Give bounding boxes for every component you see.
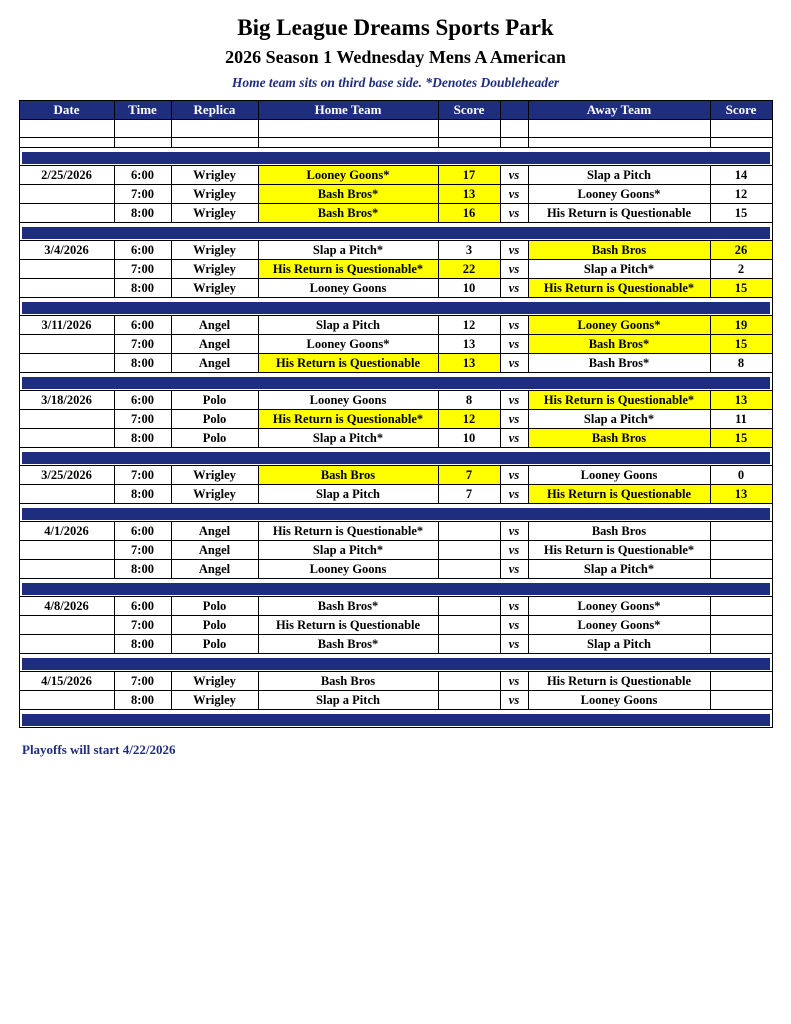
page-note: Home team sits on third base side. *Denotes Doubleheader: [231, 75, 560, 90]
away-team-cell: His Return is Questionable*: [528, 541, 710, 560]
vs-cell: vs: [500, 597, 528, 616]
separator-cell: [19, 654, 772, 672]
home-score-cell: 22: [438, 260, 500, 279]
vs-cell: vs: [500, 672, 528, 691]
time-cell: 6:00: [114, 391, 171, 410]
date-cell: [19, 541, 114, 560]
away-score-cell: 14: [710, 166, 772, 185]
time-cell: 8:00: [114, 560, 171, 579]
game-row: [19, 410, 772, 429]
separator-cell: [19, 504, 772, 522]
home-team-cell: Looney Goons*: [258, 166, 438, 185]
vs-cell: vs: [500, 241, 528, 260]
separator-cell: [19, 223, 772, 241]
game-row: [19, 672, 772, 691]
replica-cell: Polo: [171, 391, 258, 410]
home-team-cell: His Return is Questionable*: [258, 522, 438, 541]
home-team-cell: Slap a Pitch*: [258, 541, 438, 560]
separator-bar: [22, 583, 770, 595]
separator-row: [19, 579, 772, 597]
away-team-cell: Bash Bros: [528, 522, 710, 541]
blank-cell: [438, 138, 500, 148]
date-cell: [19, 616, 114, 635]
blank-cell: [500, 120, 528, 138]
time-cell: 8:00: [114, 354, 171, 373]
away-score-cell: [710, 560, 772, 579]
date-cell: [19, 354, 114, 373]
vs-cell: vs: [500, 616, 528, 635]
away-team-cell: His Return is Questionable: [528, 485, 710, 504]
away-score-cell: 2: [710, 260, 772, 279]
away-team-cell: Looney Goons*: [528, 185, 710, 204]
date-cell: [19, 260, 114, 279]
game-row: [19, 204, 772, 223]
home-team-cell: His Return is Questionable*: [258, 410, 438, 429]
away-team-cell: Looney Goons*: [528, 616, 710, 635]
home-score-cell: [438, 616, 500, 635]
blank-cell: [500, 138, 528, 148]
away-score-cell: [710, 616, 772, 635]
vs-cell: vs: [500, 335, 528, 354]
vs-column-header: [500, 101, 528, 120]
blank-cell: [528, 120, 710, 138]
replica-cell: Polo: [171, 616, 258, 635]
time-cell: 7:00: [114, 410, 171, 429]
replica-cell: Angel: [171, 560, 258, 579]
vs-cell: vs: [500, 541, 528, 560]
game-row: [19, 616, 772, 635]
game-row: [19, 635, 772, 654]
home-score-cell: 16: [438, 204, 500, 223]
date-cell: 3/4/2026: [19, 241, 114, 260]
playoffs-note: Playoffs will start 4/22/2026: [22, 742, 176, 757]
time-cell: 6:00: [114, 522, 171, 541]
home-score-cell: 8: [438, 391, 500, 410]
time-cell: 7:00: [114, 541, 171, 560]
game-row: [19, 279, 772, 298]
blank-cell: [171, 138, 258, 148]
home-team-cell: Looney Goons: [258, 279, 438, 298]
away-score-cell: [710, 635, 772, 654]
separator-row: [19, 298, 772, 316]
replica-cell: Angel: [171, 541, 258, 560]
schedule-body: [19, 120, 772, 728]
replica-cell: Angel: [171, 335, 258, 354]
separator-row: [19, 373, 772, 391]
home-team-cell: Slap a Pitch: [258, 316, 438, 335]
home-score-cell: [438, 522, 500, 541]
away-team-cell: Slap a Pitch*: [528, 560, 710, 579]
time-cell: 6:00: [114, 241, 171, 260]
home-score-cell: 7: [438, 466, 500, 485]
date-cell: 2/25/2026: [19, 166, 114, 185]
away-team-column-header: Away Team: [528, 101, 710, 120]
home-score-cell: [438, 672, 500, 691]
away-score-cell: [710, 522, 772, 541]
separator-bar: [22, 227, 770, 239]
vs-cell: vs: [500, 429, 528, 448]
time-cell: 6:00: [114, 597, 171, 616]
separator-cell: [19, 579, 772, 597]
replica-cell: Wrigley: [171, 485, 258, 504]
away-team-cell: Bash Bros*: [528, 335, 710, 354]
page-subtitle: 2026 Season 1 Wednesday Mens A American: [225, 47, 566, 67]
vs-cell: vs: [500, 279, 528, 298]
blank-cell: [258, 120, 438, 138]
replica-cell: Angel: [171, 522, 258, 541]
date-cell: [19, 485, 114, 504]
game-row: [19, 466, 772, 485]
date-cell: 3/25/2026: [19, 466, 114, 485]
home-team-cell: Bash Bros*: [258, 597, 438, 616]
home-score-cell: [438, 691, 500, 710]
date-cell: [19, 410, 114, 429]
date-cell: [19, 635, 114, 654]
away-score-cell: 15: [710, 335, 772, 354]
time-cell: 6:00: [114, 166, 171, 185]
time-cell: 8:00: [114, 635, 171, 654]
away-score-cell: 15: [710, 429, 772, 448]
away-team-cell: Slap a Pitch: [528, 166, 710, 185]
separator-bar: [22, 658, 770, 670]
game-row: [19, 166, 772, 185]
blank-cell: [710, 120, 772, 138]
away-score-cell: 12: [710, 185, 772, 204]
home-team-cell: Bash Bros: [258, 466, 438, 485]
date-cell: [19, 204, 114, 223]
home-score-cell: [438, 560, 500, 579]
game-row: [19, 541, 772, 560]
replica-cell: Wrigley: [171, 185, 258, 204]
separator-cell: [19, 710, 772, 728]
game-row: [19, 354, 772, 373]
game-row: [19, 316, 772, 335]
away-team-cell: His Return is Questionable: [528, 672, 710, 691]
date-cell: [19, 279, 114, 298]
away-team-cell: Bash Bros*: [528, 354, 710, 373]
home-team-cell: Bash Bros*: [258, 204, 438, 223]
home-score-cell: 10: [438, 429, 500, 448]
separator-bar: [22, 452, 770, 464]
time-cell: 7:00: [114, 185, 171, 204]
replica-cell: Wrigley: [171, 466, 258, 485]
away-team-cell: Looney Goons: [528, 691, 710, 710]
away-score-cell: 13: [710, 391, 772, 410]
schedule-table: [19, 100, 773, 728]
separator-row: [19, 223, 772, 241]
game-row: [19, 241, 772, 260]
away-score-cell: [710, 672, 772, 691]
away-score-cell: 13: [710, 485, 772, 504]
separator-row: [19, 710, 772, 728]
game-row: [19, 185, 772, 204]
home-team-cell: Looney Goons: [258, 560, 438, 579]
blank-cell: [528, 138, 710, 148]
game-row: [19, 691, 772, 710]
game-row: [19, 597, 772, 616]
time-cell: 8:00: [114, 691, 171, 710]
replica-cell: Polo: [171, 410, 258, 429]
time-cell: 7:00: [114, 335, 171, 354]
replica-cell: Wrigley: [171, 691, 258, 710]
date-cell: [19, 335, 114, 354]
blank-cell: [19, 138, 114, 148]
home-score-cell: [438, 597, 500, 616]
home-team-cell: Bash Bros: [258, 672, 438, 691]
replica-cell: Polo: [171, 597, 258, 616]
vs-cell: vs: [500, 204, 528, 223]
vs-cell: vs: [500, 691, 528, 710]
date-cell: [19, 691, 114, 710]
home-team-cell: Bash Bros*: [258, 635, 438, 654]
time-cell: 7:00: [114, 466, 171, 485]
date-cell: 3/11/2026: [19, 316, 114, 335]
home-score-cell: 12: [438, 316, 500, 335]
home-team-cell: Looney Goons*: [258, 335, 438, 354]
home-score-cell: 13: [438, 335, 500, 354]
away-team-cell: His Return is Questionable*: [528, 391, 710, 410]
vs-cell: vs: [500, 410, 528, 429]
header-row: [19, 101, 772, 120]
blank-row: [19, 120, 772, 138]
separator-row: [19, 504, 772, 522]
home-score-cell: 13: [438, 185, 500, 204]
date-cell: [19, 429, 114, 448]
replica-cell: Angel: [171, 316, 258, 335]
home-team-cell: Slap a Pitch*: [258, 429, 438, 448]
away-team-cell: Bash Bros: [528, 241, 710, 260]
replica-cell: Wrigley: [171, 260, 258, 279]
away-score-cell: [710, 541, 772, 560]
separator-bar: [22, 508, 770, 520]
replica-cell: Wrigley: [171, 672, 258, 691]
away-score-cell: [710, 597, 772, 616]
game-row: [19, 522, 772, 541]
replica-cell: Polo: [171, 635, 258, 654]
away-score-cell: 26: [710, 241, 772, 260]
home-team-cell: Slap a Pitch: [258, 485, 438, 504]
date-cell: [19, 560, 114, 579]
blank-cell: [114, 120, 171, 138]
blank-cell: [438, 120, 500, 138]
separator-bar: [22, 302, 770, 314]
away-score-cell: 0: [710, 466, 772, 485]
away-team-cell: Looney Goons*: [528, 597, 710, 616]
separator-cell: [19, 298, 772, 316]
vs-cell: vs: [500, 522, 528, 541]
time-cell: 8:00: [114, 204, 171, 223]
away-score-cell: 11: [710, 410, 772, 429]
away-team-cell: Bash Bros: [528, 429, 710, 448]
vs-cell: vs: [500, 635, 528, 654]
vs-cell: vs: [500, 391, 528, 410]
blank-cell: [258, 138, 438, 148]
separator-bar: [22, 714, 770, 726]
vs-cell: vs: [500, 260, 528, 279]
time-cell: 8:00: [114, 429, 171, 448]
away-team-cell: Slap a Pitch: [528, 635, 710, 654]
home-team-cell: Looney Goons: [258, 391, 438, 410]
home-team-cell: Slap a Pitch: [258, 691, 438, 710]
game-row: [19, 260, 772, 279]
replica-cell: Polo: [171, 429, 258, 448]
date-cell: 4/15/2026: [19, 672, 114, 691]
away-score-column-header: Score: [710, 101, 772, 120]
away-score-cell: [710, 691, 772, 710]
home-score-cell: [438, 635, 500, 654]
replica-cell: Wrigley: [171, 204, 258, 223]
vs-cell: vs: [500, 166, 528, 185]
time-cell: 7:00: [114, 616, 171, 635]
vs-cell: vs: [500, 316, 528, 335]
home-team-cell: His Return is Questionable*: [258, 260, 438, 279]
home-score-cell: [438, 541, 500, 560]
home-team-cell: Slap a Pitch*: [258, 241, 438, 260]
vs-cell: vs: [500, 560, 528, 579]
page-title: Big League Dreams Sports Park: [237, 15, 554, 40]
vs-cell: vs: [500, 485, 528, 504]
time-cell: 6:00: [114, 316, 171, 335]
date-cell: 4/8/2026: [19, 597, 114, 616]
replica-cell: Wrigley: [171, 279, 258, 298]
home-team-cell: His Return is Questionable: [258, 354, 438, 373]
game-row: [19, 391, 772, 410]
vs-cell: vs: [500, 354, 528, 373]
home-score-column-header: Score: [438, 101, 500, 120]
separator-cell: [19, 148, 772, 166]
separator-row: [19, 654, 772, 672]
blank-cell: [114, 138, 171, 148]
blank-cell: [710, 138, 772, 148]
separator-cell: [19, 373, 772, 391]
away-team-cell: Looney Goons: [528, 466, 710, 485]
separator-cell: [19, 448, 772, 466]
schedule-header: [19, 101, 772, 120]
date-cell: 4/1/2026: [19, 522, 114, 541]
time-cell: 7:00: [114, 672, 171, 691]
vs-cell: vs: [500, 185, 528, 204]
replica-cell: Wrigley: [171, 241, 258, 260]
game-row: [19, 485, 772, 504]
date-cell: 3/18/2026: [19, 391, 114, 410]
time-cell: 8:00: [114, 279, 171, 298]
vs-cell: vs: [500, 466, 528, 485]
home-team-column-header: Home Team: [258, 101, 438, 120]
game-row: [19, 335, 772, 354]
home-score-cell: 12: [438, 410, 500, 429]
time-cell: 7:00: [114, 260, 171, 279]
game-row: [19, 560, 772, 579]
blank-cell: [19, 120, 114, 138]
away-score-cell: 15: [710, 204, 772, 223]
away-team-cell: His Return is Questionable*: [528, 279, 710, 298]
game-row: [19, 429, 772, 448]
date-cell: [19, 185, 114, 204]
replica-column-header: Replica: [171, 101, 258, 120]
away-team-cell: His Return is Questionable: [528, 204, 710, 223]
home-score-cell: 17: [438, 166, 500, 185]
time-cell: 8:00: [114, 485, 171, 504]
away-score-cell: 8: [710, 354, 772, 373]
home-team-cell: His Return is Questionable: [258, 616, 438, 635]
time-column-header: Time: [114, 101, 171, 120]
home-score-cell: 3: [438, 241, 500, 260]
separator-bar: [22, 152, 770, 164]
home-team-cell: Bash Bros*: [258, 185, 438, 204]
separator-row: [19, 448, 772, 466]
replica-cell: Wrigley: [171, 166, 258, 185]
separator-bar: [22, 377, 770, 389]
blank-row: [19, 138, 772, 148]
replica-cell: Angel: [171, 354, 258, 373]
away-score-cell: 19: [710, 316, 772, 335]
away-score-cell: 15: [710, 279, 772, 298]
away-team-cell: Slap a Pitch*: [528, 410, 710, 429]
home-score-cell: 10: [438, 279, 500, 298]
blank-cell: [171, 120, 258, 138]
away-team-cell: Slap a Pitch*: [528, 260, 710, 279]
date-column-header: Date: [19, 101, 114, 120]
away-team-cell: Looney Goons*: [528, 316, 710, 335]
separator-row: [19, 148, 772, 166]
home-score-cell: 13: [438, 354, 500, 373]
home-score-cell: 7: [438, 485, 500, 504]
